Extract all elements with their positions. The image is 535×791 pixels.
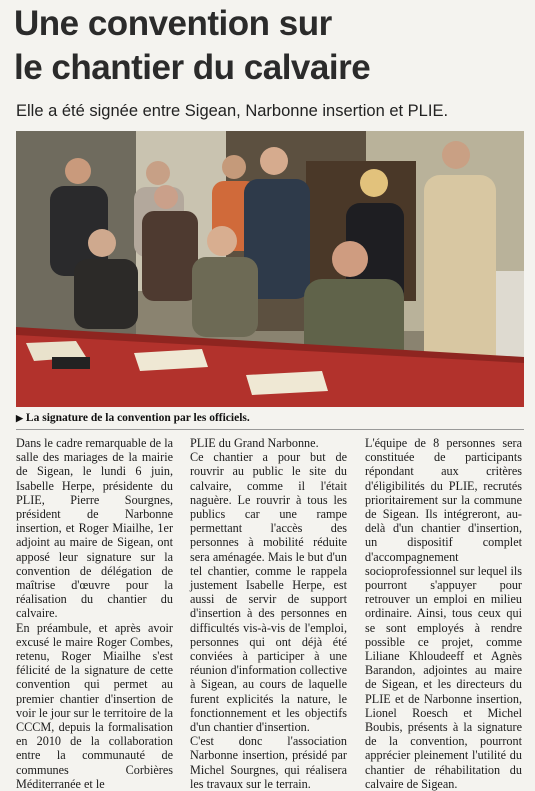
headline-line-1: Une convention sur — [14, 4, 332, 43]
article-photo — [16, 131, 524, 407]
caption-text: La signature de la convention par les officiels. — [25, 412, 250, 424]
column-3-paragraph-1: L'équipe de 8 personnes sera constituée de participants répondant aux critères d'éligibilités du PLIE, recrutés prioritairement sur la commune de Sigean. Ils intégreront, au-delà d'un chantier d'insertion, un dispositif complet d'accompagnement socioprofessionnel sur lequel ils pourront s'appuyer pour retrouver un emploi en milieu ordinaire. Ainsi, tous ceux qui se sont employés à rendre possible ce projet, comme Liliane Khloudeeff et Agnès Barandon, adjointes au maire de Sigean, et les directeurs du PLIE et de Narbonne insertion, Lionel Roesch et Michel Boubis, présents à la signature de la convention, pourront apprécier pleinement l'utilité du chantier de réhabilitation du calvaire de Sigean. — [365, 436, 522, 791]
article-subtitle: Elle a été signée entre Sigean, Narbonne insertion et PLIE. — [16, 102, 449, 120]
headline-line-2: le chantier du calvaire — [14, 48, 371, 87]
article-column-2 — [190, 436, 347, 791]
photo-illustration — [16, 131, 524, 407]
column-2-paragraph-2: Ce chantier a pour but de rouvrir au public le site du calvaire, comme il l'était naguère. Le rouvrir à tous les publics car une rampe permettant l'accès des personnes à mobilité réduite sera aménagée. Mais le but d'un tel chantier, comme le rappela justement Isabelle Herpe, est aussi de servir de support d'insertion à des personnes en difficultés vis-à-vis de l'emploi, personnes qui ont déjà été conviées à participer à une réunion d'information collective à Sigean, au cours de laquelle furent explicités la nature, le fonctionnement et les objectifs d'un chantier d'insertion. — [190, 450, 347, 735]
caption-divider — [16, 429, 524, 430]
column-1-paragraph-1: Dans le cadre remarquable de la salle des mariages de la mairie de Sigean, le lundi 6 juin, Isabelle Herpe, présidente du PLIE, Pierre Sourgnes, président de Narbonne insertion, et Roger Miailhe, 1er adjoint au maire de Sigean, ont apposé leur signature sur la convention de délégation de maîtrise d'œuvre pour la réalisation du chantier du calvaire. — [16, 436, 173, 621]
article-headline — [14, 2, 524, 90]
caption-arrow-icon: ▶ — [16, 413, 23, 423]
column-2-paragraph-3: C'est donc l'association Narbonne insertion, présidé par Michel Sourgnes, qui réalisera les travaux sur le terrain. — [190, 734, 347, 791]
column-2-paragraph-1: PLIE du Grand Narbonne. — [190, 436, 319, 450]
column-1-paragraph-2: En préambule, et après avoir excusé le maire Roger Combes, retenu, Roger Miailhe s'est félicité de la signature de cette convention qui permet au premier chantier d'insertion de voir le jour sur le territoire de la CCCM, depuis la formalisation en 2010 de la collaboration entre la communauté de communes Corbières Méditerranée et le — [16, 620, 173, 791]
article-column-1 — [16, 436, 173, 791]
article-column-3 — [365, 436, 522, 791]
photo-caption — [16, 411, 524, 425]
